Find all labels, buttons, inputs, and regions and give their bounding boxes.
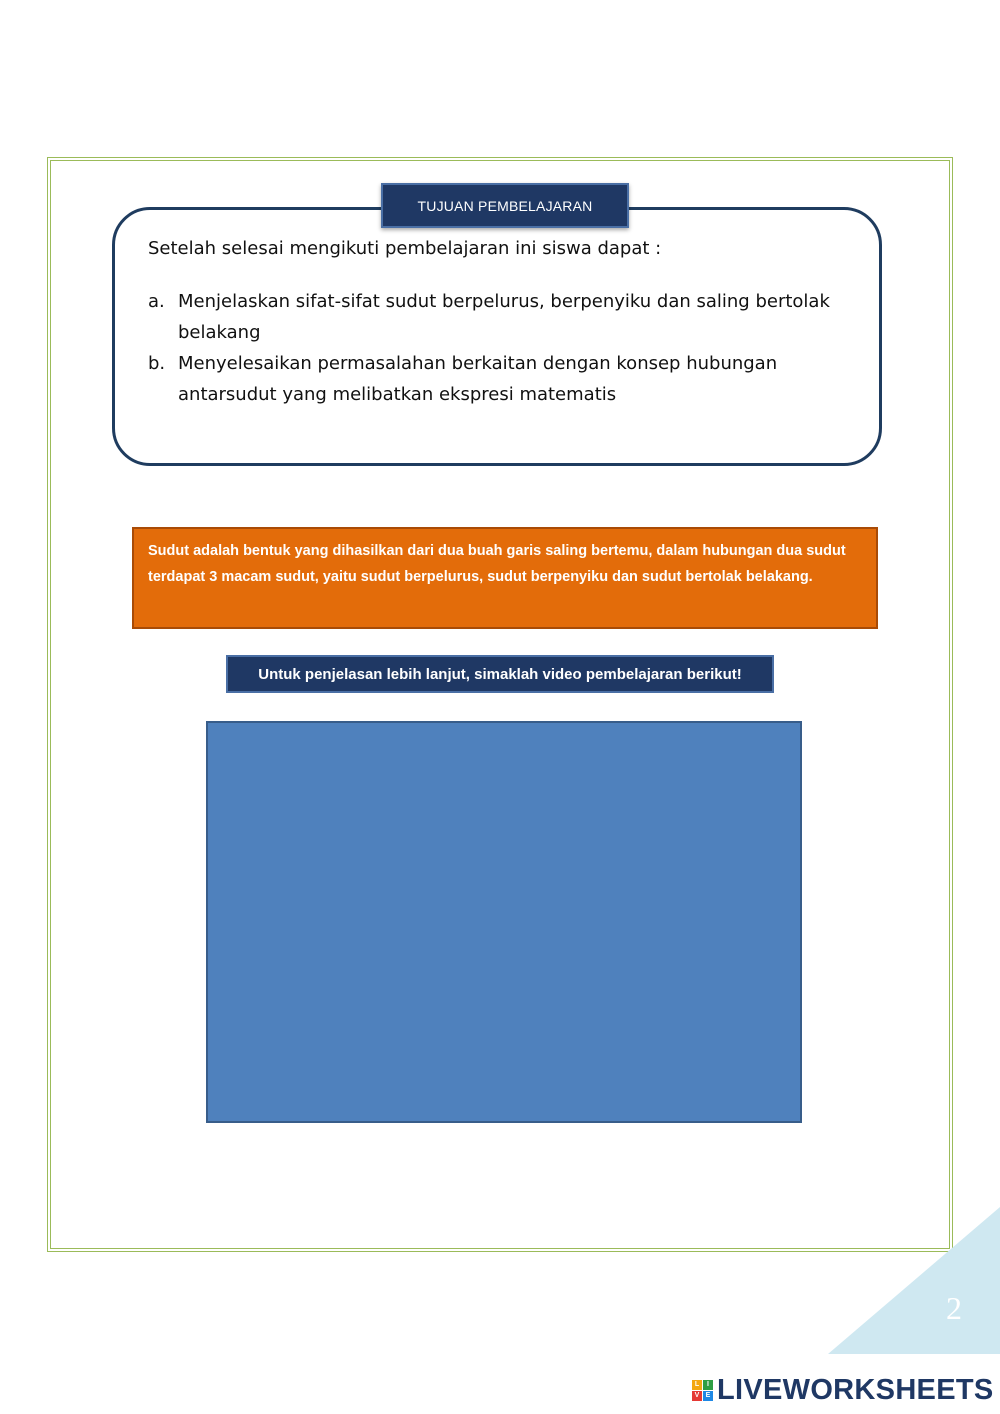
logo-mark-icon	[692, 1380, 713, 1401]
video-prompt-banner: Untuk penjelasan lebih lanjut, simaklah video pembelajaran berikut!	[226, 655, 774, 693]
learning-objectives-badge: TUJUAN PEMBELAJARAN	[381, 183, 629, 228]
angle-definition-box: Sudut adalah bentuk yang dihasilkan dari dua buah garis saling bertemu, dalam hubungan dua sudut terdapat 3 macam sudut, yaitu sudut berpelurus, sudut berpenyiku dan sudut bertolak belakang.	[132, 527, 878, 629]
objective-item	[148, 286, 870, 348]
objective-marker: b.	[148, 353, 166, 374]
objective-text: Menyelesaikan permasalahan berkaitan dengan konsep hubungan antarsudut yang melibatkan ekspresi matematis	[178, 353, 778, 405]
objective-item	[148, 348, 870, 410]
page-number: 2	[946, 1290, 962, 1326]
liveworksheets-logo[interactable]	[692, 1373, 994, 1407]
objectives-list	[148, 286, 870, 410]
logo-mark-letter: E	[703, 1391, 713, 1401]
video-placeholder[interactable]	[206, 721, 802, 1123]
objective-marker: a.	[148, 291, 165, 312]
logo-mark-letter: V	[692, 1391, 702, 1401]
corner-decoration	[828, 1207, 1000, 1354]
logo-text: LIVEWORKSHEETS	[717, 1373, 994, 1406]
logo-mark-letter: L	[692, 1380, 702, 1390]
objective-text: Menjelaskan sifat-sifat sudut berpelurus, berpenyiku dan saling bertolak belakang	[178, 291, 830, 343]
logo-mark-letter: I	[703, 1380, 713, 1390]
objectives-intro: Setelah selesai mengikuti pembelajaran ini siswa dapat :	[148, 238, 662, 259]
